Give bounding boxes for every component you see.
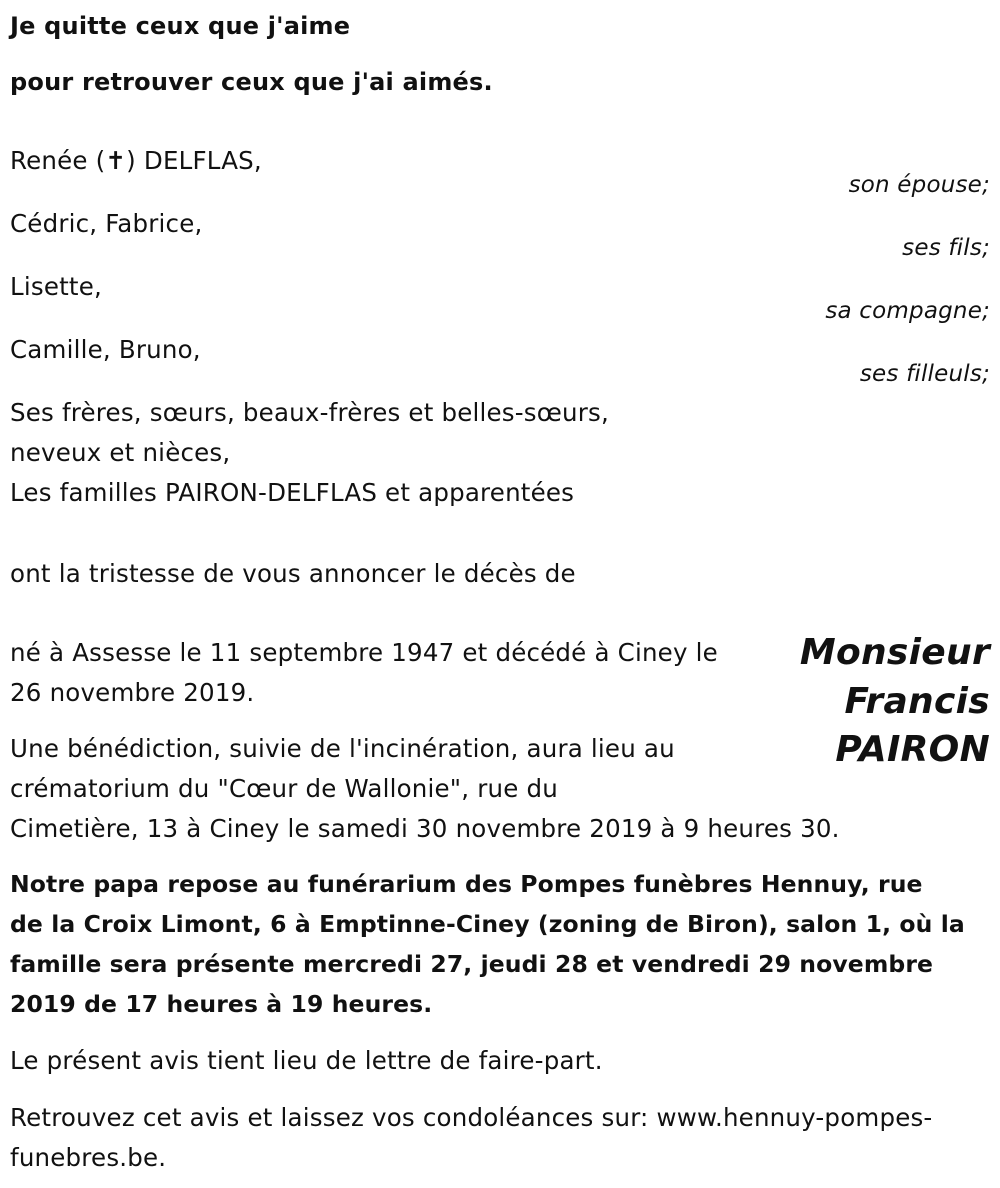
- ceremony-line-3: Cimetière, 13 à Ciney le samedi 30 novembre 2019 à 9 heures 30.: [10, 814, 840, 843]
- family-names-companion: Lisette,: [10, 272, 102, 301]
- family-relation-sons: ses fils;: [902, 235, 990, 261]
- relatives-line-2: neveux et nièces,: [10, 438, 231, 467]
- family-names-sons: Cédric, Fabrice,: [10, 209, 203, 238]
- visitation-line-1: Notre papa repose au funérarium des Pompes funèbres Hennuy, rue: [10, 870, 923, 898]
- birth-death-line-2: 26 novembre 2019.: [10, 678, 255, 707]
- condolences-line-2: funebres.be.: [10, 1143, 167, 1172]
- faire-part-notice: Le présent avis tient lieu de lettre de faire-part.: [10, 1046, 603, 1075]
- visitation-line-4: 2019 de 17 heures à 19 heures.: [10, 990, 433, 1018]
- family-names-godchildren: Camille, Bruno,: [10, 335, 201, 364]
- ceremony-line-2: crématorium du "Cœur de Wallonie", rue du: [10, 774, 558, 803]
- epigraph-line-2: pour retrouver ceux que j'ai aimés.: [10, 68, 493, 96]
- relatives-line-1: Ses frères, sœurs, beaux-frères et belles-sœurs,: [10, 398, 609, 427]
- epigraph-line-1: Je quitte ceux que j'aime: [10, 12, 351, 40]
- deceased-first-name: Francis: [844, 681, 990, 722]
- family-relation-companion: sa compagne;: [825, 298, 990, 324]
- deceased-title: Monsieur: [799, 632, 990, 673]
- family-relation-spouse: son épouse;: [848, 172, 990, 198]
- ceremony-line-1: Une bénédiction, suivie de l'incinération, aura lieu au: [10, 734, 675, 763]
- visitation-line-2: de la Croix Limont, 6 à Emptinne-Ciney (zoning de Biron), salon 1, où la: [10, 910, 965, 938]
- announcement-text: ont la tristesse de vous annoncer le décès de: [10, 559, 576, 588]
- deceased-last-name: PAIRON: [835, 729, 990, 770]
- family-relation-godchildren: ses filleuls;: [859, 361, 990, 387]
- condolences-line-1: Retrouvez cet avis et laissez vos condoléances sur: www.hennuy-pompes-: [10, 1103, 933, 1132]
- birth-death-line-1: né à Assesse le 11 septembre 1947 et décédé à Ciney le: [10, 638, 718, 667]
- relatives-line-3: Les familles PAIRON-DELFLAS et apparentées: [10, 478, 575, 507]
- visitation-line-3: famille sera présente mercredi 27, jeudi 28 et vendredi 29 novembre: [10, 950, 934, 978]
- family-names-spouse: Renée (✝) DELFLAS,: [10, 146, 262, 175]
